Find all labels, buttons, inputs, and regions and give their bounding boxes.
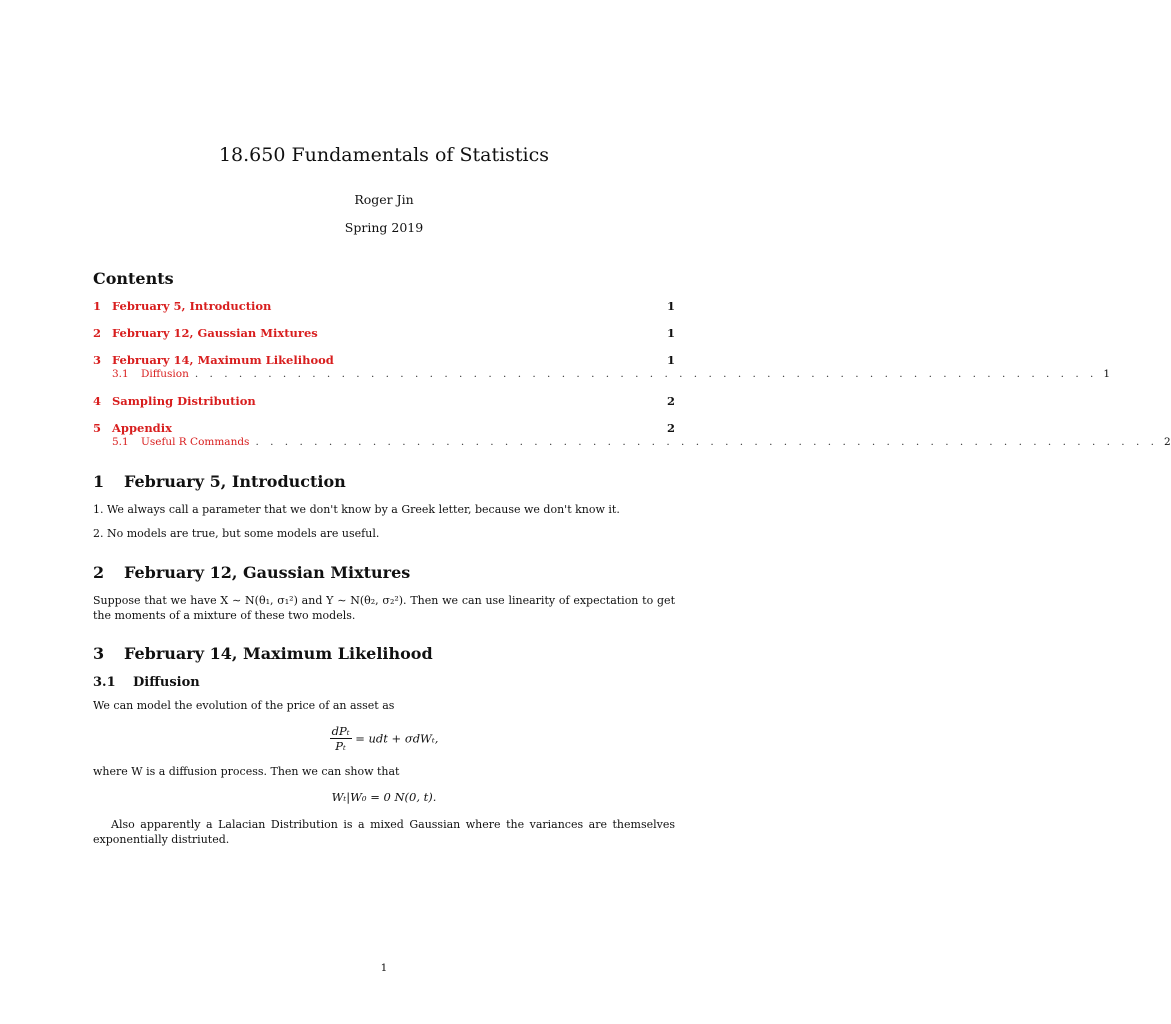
fraction-numerator: dPₜ — [331, 724, 350, 738]
subsection-3-1-heading — [93, 675, 200, 690]
toc-page: 1 — [666, 299, 675, 313]
toc-entry-5-1[interactable] — [112, 436, 1171, 452]
toc-page: 1 — [666, 326, 675, 340]
subsection-title: Diffusion — [133, 675, 200, 690]
toc-entry-1[interactable] — [93, 299, 675, 315]
toc-label[interactable]: February 12, Gaussian Mixtures — [112, 326, 318, 340]
toc-number: 1 — [93, 299, 102, 313]
toc-number: 5.1 — [112, 436, 129, 448]
toc-label[interactable]: Diffusion — [141, 368, 189, 380]
toc-label[interactable]: February 5, Introduction — [112, 299, 272, 313]
section-1-heading — [93, 472, 346, 491]
section-3-middle: where W is a diffusion process. Then we can show that — [93, 765, 400, 778]
section-title: February 12, Gaussian Mixtures — [124, 563, 411, 582]
section-title: February 5, Introduction — [124, 472, 346, 491]
section-title: February 14, Maximum Likelihood — [124, 644, 433, 663]
toc-page: 2 — [666, 394, 675, 408]
toc-page: 2 — [666, 421, 675, 435]
section-1-item-1: 1. We always call a parameter that we don't know by a Greek letter, because we don't know it. — [93, 503, 620, 516]
toc-number: 3.1 — [112, 368, 129, 380]
toc-entry-3[interactable] — [93, 353, 675, 369]
toc-label[interactable]: Appendix — [112, 421, 172, 435]
section-number: 1 — [93, 472, 105, 491]
section-3-closing: Also apparently a Lalacian Distribution is a mixed Gaussian where the variances are themselves exponentially distriuted. — [93, 818, 675, 846]
document-date: Spring 2019 — [344, 220, 424, 235]
toc-label[interactable]: Sampling Distribution — [112, 394, 256, 408]
section-1-item-2: 2. No models are true, but some models are useful. — [93, 527, 380, 540]
toc-page: 1 — [666, 353, 675, 367]
toc-number: 5 — [93, 421, 102, 435]
section-2-paragraph: Suppose that we have X ∼ N(θ₁, σ₁²) and Y ∼ N(θ₂, σ₂²). Then we can use linearity of expectation to get the moments of a mixture of these two models. — [93, 594, 675, 622]
toc-entry-3-1[interactable] — [112, 368, 1111, 384]
subsection-number: 3.1 — [93, 675, 116, 690]
toc-page: 1 — [1103, 368, 1111, 380]
section-3-heading — [93, 644, 433, 663]
section-3-intro: We can model the evolution of the price of an asset as — [93, 699, 395, 712]
toc-entry-5[interactable] — [93, 421, 675, 437]
toc-entry-2[interactable] — [93, 326, 675, 342]
toc-label[interactable]: Useful R Commands — [141, 436, 250, 448]
toc-label[interactable]: February 14, Maximum Likelihood — [112, 353, 334, 367]
fraction-denominator: Pₜ — [335, 739, 346, 753]
section-number: 3 — [93, 644, 105, 663]
section-number: 2 — [93, 563, 105, 582]
page-number: 1 — [380, 962, 388, 974]
toc-number: 2 — [93, 326, 102, 340]
toc-leader: . . . . . . . . . . . . . . . . . . . . . . . . . . . . . . . . . . . . . . . . . . . . . . . . . . . . . . . . . . . . . . — [194, 368, 1098, 380]
toc-number: 3 — [93, 353, 102, 367]
contents-heading: Contents — [93, 269, 174, 288]
document-author: Roger Jin — [354, 192, 414, 207]
equation-rhs: = udt + σdWₜ, — [355, 731, 439, 746]
toc-number: 4 — [93, 394, 102, 408]
document-title: 18.650 Fundamentals of Statistics — [218, 144, 550, 166]
toc-page: 2 — [1163, 436, 1171, 448]
toc-leader: . . . . . . . . . . . . . . . . . . . . . . . . . . . . . . . . . . . . . . . . . . . . . . . . . . . . . . . . . . . . . . — [255, 436, 1158, 448]
toc-entry-4[interactable] — [93, 394, 675, 410]
section-2-heading — [93, 563, 410, 582]
equation-fraction — [330, 724, 352, 753]
equation-diffusion — [0, 724, 768, 753]
equation-conditional: Wₜ|W₀ = 0 N(0, t). — [331, 790, 437, 804]
